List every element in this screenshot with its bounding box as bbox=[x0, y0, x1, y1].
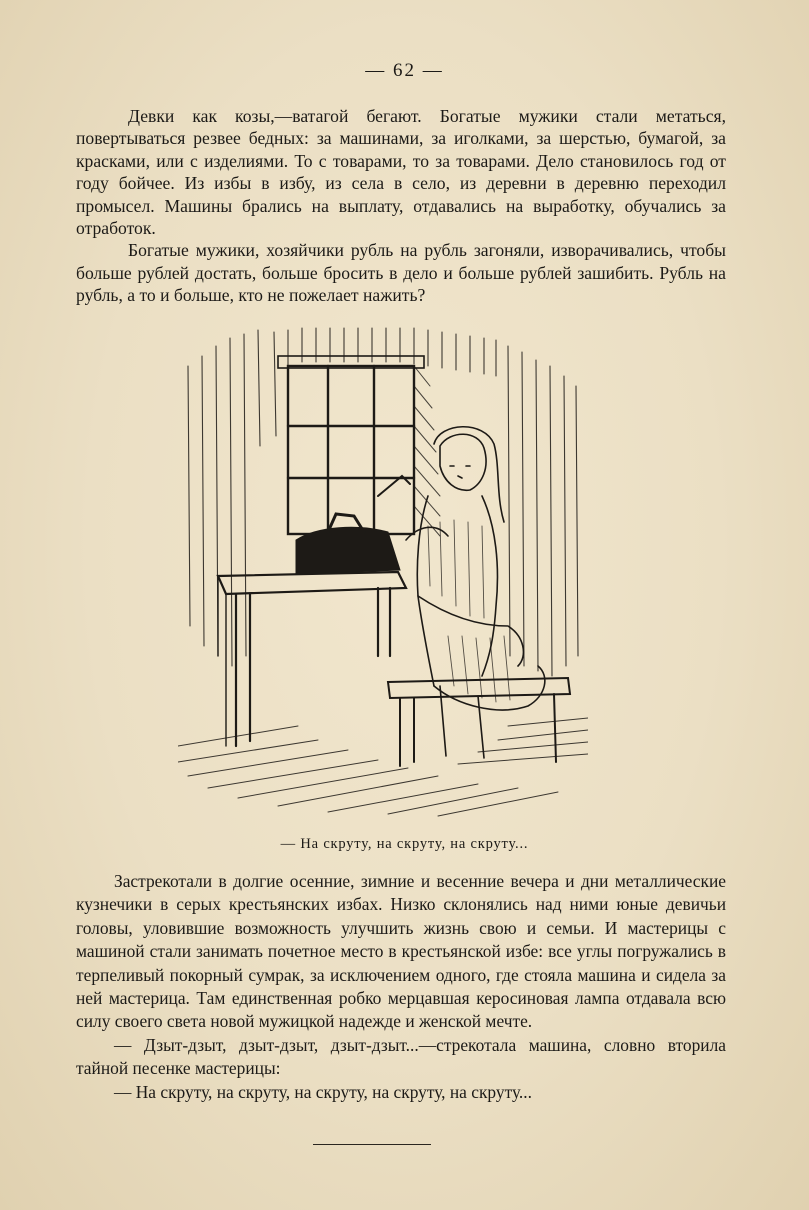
bottom-text-block bbox=[76, 870, 726, 1104]
window bbox=[278, 356, 424, 534]
engraving-illustration bbox=[178, 326, 588, 818]
paragraph: — Дзыт-дзыт, дзыт-дзыт, дзыт-дзыт...—стрекотала машина, словно вторила тайной песенке мастерицы: bbox=[76, 1034, 726, 1079]
paragraph: Девки как козы,—ватагой бегают. Богатые мужики стали метаться, повертываться резвее бедных: за машинами, за иголками, за шерстью, бумагой, за красками, или с изделиями. То с товарами, то за товарами. Дело становилось год от году бойчее. Из избы в избу, из села в село, из деревни в деревню переходил промысел. Машины брались на выплату, отдавались на выработку, обучались за отработок. bbox=[76, 106, 726, 239]
paragraph: Богатые мужики, хозяйчики рубль на рубль загоняли, изворачивались, чтобы больше рублей достать, больше бросить в дело и больше рублей зашибить. Рубль на рубль, а то и больше, кто не пожелает нажить? bbox=[76, 240, 726, 306]
page-number: — 62 — bbox=[365, 60, 444, 81]
wall-hatching bbox=[188, 328, 578, 676]
floor-hatching bbox=[178, 718, 588, 816]
illustration-caption: — На скруту, на скруту, на скруту... bbox=[280, 836, 529, 852]
sewing-machine bbox=[296, 476, 410, 574]
paragraph: — На скруту, на скруту, на скруту, на скруту, на скруту... bbox=[114, 1081, 532, 1102]
top-text-block bbox=[76, 105, 726, 307]
paragraph: Застрекотали в долгие осенние, зимние и весенние вечера и дни металлические кузнечики в серых крестьянских избах. Низко склонялись над ними юные девичьи головы, уловившие возможность улучшить жизнь свою и семьи. И мастерицы с машиной стали занимать почетное место в крестьянской избе: все углы погружались в терпеливый покорный сумрак, за исключением одного, где стояла машина и сидела за ней мастерица. Там единственная робко мерцавшая керосиновая лампа отдавала всю силу своего света новой мужицкой надежде и женской мечте. bbox=[76, 871, 726, 1032]
table bbox=[218, 572, 406, 746]
end-rule bbox=[313, 1144, 431, 1145]
